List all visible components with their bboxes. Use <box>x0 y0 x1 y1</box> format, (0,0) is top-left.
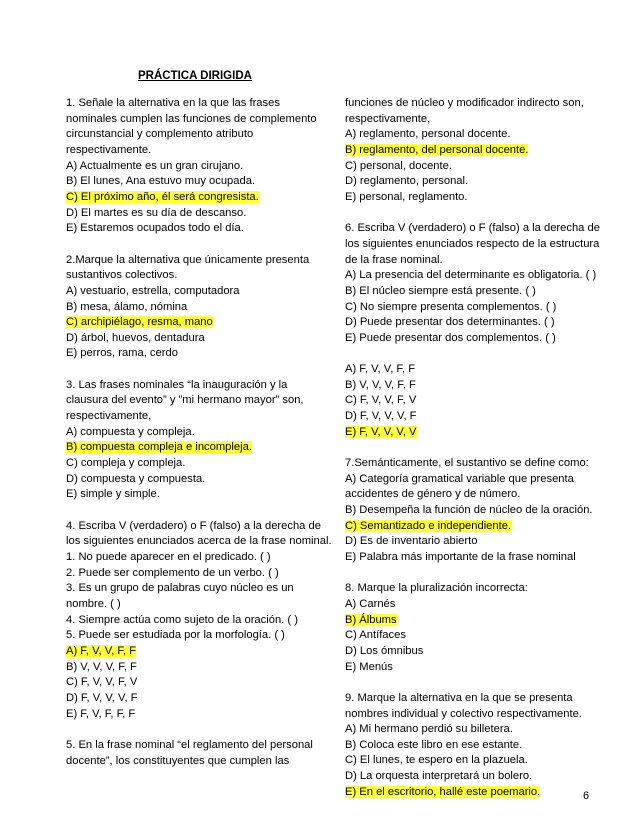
line-text: D) compuesta y compuesta. <box>66 472 206 485</box>
line-text: E) Palabra más importante de la frase nominal <box>345 550 576 563</box>
line-text: C) F, V, V, F, V <box>345 394 417 407</box>
text-line <box>66 628 328 644</box>
line-text: E) Menús <box>345 660 393 673</box>
line-text: de la frase nominal. <box>345 253 443 266</box>
text-line <box>66 675 328 691</box>
line-text: respectivamente, <box>345 112 431 125</box>
text-line <box>66 581 328 597</box>
line-text: docente”, los constituyentes que cumplen las <box>66 754 290 767</box>
line-text: B) V, V, V, F, F <box>345 378 416 391</box>
line-text: 8. Marque la pluralización incorrecta: <box>345 582 528 595</box>
line-text: 5. Puede ser estudiada por la morfología. ( ) <box>66 629 285 642</box>
line-text: 2.Marque la alternativa que únicamente presenta <box>66 253 310 266</box>
highlighted-answer-line <box>66 190 328 206</box>
text-line <box>345 503 607 519</box>
highlighted-answer-line <box>66 644 328 660</box>
line-text: sustantivos colectivos. <box>66 269 178 282</box>
text-line <box>345 753 607 769</box>
blank-line <box>345 566 607 582</box>
page-title: PRÁCTICA DIRIGIDA <box>138 70 252 82</box>
text-line <box>345 96 607 112</box>
text-line <box>66 253 328 269</box>
line-text: 1. No puede aparecer en el predicado. ( ) <box>66 550 271 563</box>
blank-line <box>66 722 328 738</box>
line-text: 9. Marque la alternativa en la que se presenta <box>345 691 573 704</box>
text-line <box>345 456 607 472</box>
text-line <box>66 221 328 237</box>
line-text: D) Es de inventario abierto <box>345 535 478 548</box>
text-line <box>66 487 328 503</box>
text-line <box>66 96 328 112</box>
text-line <box>66 738 328 754</box>
line-text: 3. Las frases nominales “la inauguración y la <box>66 378 288 391</box>
text-line <box>66 613 328 629</box>
line-text: E) simple y simple. <box>66 488 160 501</box>
text-line <box>345 534 607 550</box>
line-text: D) El martes es su día de descanso. <box>66 206 247 219</box>
text-line <box>345 722 607 738</box>
line-text: nombres individual y colectivo respectivamente. <box>345 707 582 720</box>
text-line <box>66 707 328 723</box>
highlighted-answer-line <box>66 440 328 456</box>
line-text: A) compuesta y compleja. <box>66 425 195 438</box>
text-line <box>345 300 607 316</box>
text-line <box>66 456 328 472</box>
text-line <box>345 237 607 253</box>
line-text: E) En el escritorio, hallé este poemario. <box>345 785 541 798</box>
text-line <box>66 660 328 676</box>
text-line <box>345 127 607 143</box>
line-text: circunstancial y complemento atributo <box>66 128 254 141</box>
text-line <box>345 190 607 206</box>
line-text: 6. Escriba V (verdadero) o F (falso) a la derecha de <box>345 222 600 235</box>
line-text: E) Puede presentar dos complementos. ( ) <box>345 331 556 344</box>
line-text: E) perros, rama, cerdo <box>66 347 178 360</box>
line-text: E) F, V, F, F, F <box>66 707 136 720</box>
text-line <box>345 472 607 488</box>
highlighted-answer-line <box>66 315 328 331</box>
line-text: 4. Escriba V (verdadero) o F (falso) a la derecha de <box>66 519 321 532</box>
line-text: B) Desempeña la función de núcleo de la oración. <box>345 504 593 517</box>
text-line <box>345 268 607 284</box>
text-line <box>345 174 607 190</box>
line-text: C) archipiélago, resma, mano <box>66 316 213 329</box>
text-line <box>345 487 607 503</box>
text-line <box>66 127 328 143</box>
blank-line <box>345 440 607 456</box>
text-line <box>66 268 328 284</box>
text-line <box>66 550 328 566</box>
text-line <box>66 346 328 362</box>
text-line <box>66 300 328 316</box>
line-text: C) El lunes, te espero en la plazuela. <box>345 754 528 767</box>
line-text: D) La orquesta interpretará un bolero. <box>345 770 533 783</box>
text-line <box>345 581 607 597</box>
text-line <box>66 597 328 613</box>
text-line <box>66 472 328 488</box>
highlighted-answer-line <box>345 425 607 441</box>
text-line <box>345 550 607 566</box>
text-line <box>66 754 328 770</box>
text-line <box>345 707 607 723</box>
line-text: 5. En la frase nominal “el reglamento del personal <box>66 738 313 751</box>
highlighted-answer-line <box>345 143 607 159</box>
right-column <box>345 96 607 800</box>
line-text: A) reglamento, personal docente. <box>345 128 511 141</box>
line-text: 3. Es un grupo de palabras cuyo núcleo es un <box>66 582 294 595</box>
text-line <box>66 393 328 409</box>
line-text: B) El núcleo siempre está presente. ( ) <box>345 284 536 297</box>
line-text: 1. Señale la alternativa en la que las frases <box>66 97 280 109</box>
line-text: C) Antífaces <box>345 629 406 642</box>
blank-line <box>345 346 607 362</box>
line-text: B) Coloca este libro en ese estante. <box>345 738 523 751</box>
line-text: respectivamente, <box>66 410 152 423</box>
line-text: C) Semantizado e independiente. <box>345 519 512 532</box>
line-text: D) F, V, V, V, F <box>345 410 417 423</box>
text-line <box>345 378 607 394</box>
line-text: A) vestuario, estrella, computadora <box>66 284 240 297</box>
line-text: 4. Siempre actúa como sujeto de la oración. ( ) <box>66 613 298 626</box>
text-line <box>345 597 607 613</box>
line-text: E) Estaremos ocupados todo el día. <box>66 222 244 235</box>
line-text: E) F, V, V, V, V <box>345 425 417 438</box>
text-line <box>345 315 607 331</box>
text-line <box>345 738 607 754</box>
line-text: B) compuesta compleja e incompleja. <box>66 441 252 454</box>
line-text: clausura del evento” y ”mi hermano mayor” son, <box>66 394 304 407</box>
text-line <box>345 691 607 707</box>
text-line <box>345 769 607 785</box>
text-line <box>66 409 328 425</box>
highlighted-answer-line <box>345 613 607 629</box>
text-line <box>345 628 607 644</box>
line-text: A) Categoría gramatical variable que presenta <box>345 472 574 485</box>
text-line <box>345 362 607 378</box>
line-text: A) La presencia del determinante es obligatoria. ( ) <box>345 269 597 282</box>
text-line <box>345 221 607 237</box>
text-line <box>66 691 328 707</box>
text-line <box>66 425 328 441</box>
line-text: los siguientes enunciados acerca de la frase nominal. <box>66 535 332 548</box>
text-line <box>345 409 607 425</box>
text-line <box>66 566 328 582</box>
text-line <box>66 174 328 190</box>
line-text: respectivamente. <box>66 143 152 156</box>
text-line <box>66 143 328 159</box>
text-line <box>66 284 328 300</box>
line-text: D) Los ómnibus <box>345 644 424 657</box>
line-text: D) reglamento, personal. <box>345 175 469 188</box>
line-text: E) personal, reglamento. <box>345 190 468 203</box>
line-text: C) personal, docente. <box>345 159 452 172</box>
blank-line <box>66 503 328 519</box>
text-line <box>66 378 328 394</box>
blank-line <box>66 237 328 253</box>
line-text: A) Actualmente es un gran cirujano. <box>66 159 244 172</box>
page-number: 6 <box>583 790 590 802</box>
left-column <box>66 96 332 769</box>
line-text: B) El lunes, Ana estuvo muy ocupada. <box>66 175 256 188</box>
line-text: C) F, V, V, F, V <box>66 676 138 689</box>
text-line <box>345 253 607 269</box>
highlighted-answer-line <box>345 785 607 801</box>
line-text: C) El próximo año, él será congresista. <box>66 190 259 203</box>
line-text: B) mesa, álamo, nómina <box>66 300 188 313</box>
text-line <box>345 393 607 409</box>
line-text: A) F, V, V, F, F <box>66 644 137 657</box>
highlighted-answer-line <box>345 519 607 535</box>
text-line <box>66 159 328 175</box>
line-text: D) Puede presentar dos determinantes. ( ) <box>345 316 555 329</box>
line-text: A) F, V, V, F, F <box>345 363 416 376</box>
text-line <box>345 644 607 660</box>
line-text: C) No siempre presenta complementos. ( ) <box>345 300 557 313</box>
line-text: 2. Puede ser complemento de un verbo. ( ) <box>66 566 279 579</box>
text-line <box>66 534 332 550</box>
text-line <box>66 519 328 535</box>
line-text: nombre. ( ) <box>66 597 121 610</box>
text-line <box>66 112 328 128</box>
line-text: D) árbol, huevos, dentadura <box>66 331 205 344</box>
text-line <box>345 331 607 347</box>
line-text: B) Álbums <box>345 613 397 626</box>
blank-line <box>345 675 607 691</box>
text-line <box>66 331 328 347</box>
text-line <box>345 159 607 175</box>
line-text: 7.Semánticamente, el sustantivo se define como: <box>345 457 589 470</box>
blank-line <box>345 206 607 222</box>
text-line <box>345 112 607 128</box>
line-text: D) F, V, V, V, F <box>66 691 138 704</box>
line-text: nominales cumplen las funciones de complemento <box>66 112 317 125</box>
line-text: A) Carnés <box>345 597 396 610</box>
text-line <box>345 284 607 300</box>
line-text: los siguientes enunciados respecto de la estructura <box>345 237 600 250</box>
text-line <box>66 206 328 222</box>
line-text: C) compleja y compleja. <box>66 457 186 470</box>
text-line <box>345 660 607 676</box>
line-text: accidentes de género y de número. <box>345 488 521 501</box>
line-text: B) V, V, V, F, F <box>66 660 137 673</box>
blank-line <box>66 362 328 378</box>
line-text: A) Mi hermano perdió su billetera. <box>345 723 513 736</box>
line-text: B) reglamento, del personal docente. <box>345 143 529 156</box>
line-text: funciones de núcleo y modificador indirecto son, <box>345 97 584 109</box>
